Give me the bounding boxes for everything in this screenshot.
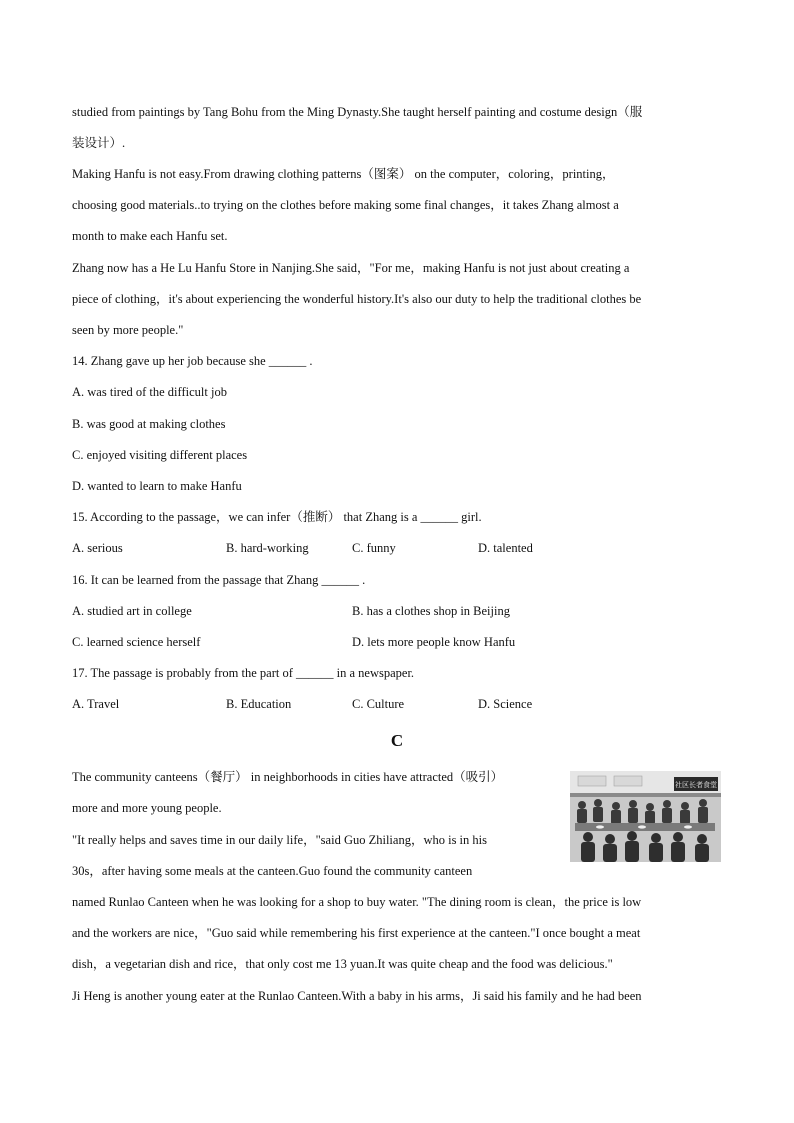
question-17-option-c: C. Culture bbox=[352, 697, 405, 711]
question-14-option-c: C. enjoyed visiting different places bbox=[72, 448, 248, 462]
question-16-option-c: C. learned science herself bbox=[72, 635, 201, 649]
svg-text:社区长者食堂: 社区长者食堂 bbox=[675, 781, 717, 789]
passage-line: Ji Heng is another young eater at the Runlao Canteen.With a baby in his arms，Ji said his family and he had been bbox=[72, 989, 642, 1003]
question-14-option-a: A. was tired of the difficult job bbox=[72, 385, 227, 399]
passage-line: dish，a vegetarian dish and rice，that only cost me 13 yuan.It was quite cheap and the food was delicious." bbox=[72, 957, 613, 971]
passage-line: "It really helps and saves time in our daily life，"said Guo Zhiliang，who is in his bbox=[72, 833, 487, 847]
question-14-option-d: D. wanted to learn to make Hanfu bbox=[72, 479, 242, 493]
passage-line: Zhang now has a He Lu Hanfu Store in Nanjing.She said，"For me，making Hanfu is not just about creating a bbox=[72, 261, 630, 275]
passage-line: Making Hanfu is not easy.From drawing clothing patterns（图案） on the computer，coloring，printing， bbox=[72, 167, 615, 181]
question-16-option-a: A. studied art in college bbox=[72, 604, 192, 618]
passage-line: 装设计）. bbox=[72, 136, 126, 150]
question-15-stem: 15. According to the passage，we can infer（推断） that Zhang is a ______ girl. bbox=[72, 510, 482, 524]
question-16-option-b: B. has a clothes shop in Beijing bbox=[352, 604, 510, 618]
passage-line: studied from paintings by Tang Bohu from the Ming Dynasty.She taught herself painting and costume design（服 bbox=[72, 105, 643, 119]
question-17-option-d: D. Science bbox=[478, 697, 533, 711]
question-16-stem: 16. It can be learned from the passage that Zhang ______ . bbox=[72, 573, 366, 587]
passage-line: and the workers are nice，"Guo said while remembering his first experience at the canteen."I once bought a meat bbox=[72, 926, 641, 940]
passage-line: more and more young people. bbox=[72, 801, 222, 815]
canteen-photo bbox=[570, 771, 721, 862]
passage-line: choosing good materials..to trying on the clothes before making some final changes，it takes Zhang almost a bbox=[72, 198, 619, 212]
passage-line: The community canteens（餐厅） in neighborhoods in cities have attracted（吸引） bbox=[72, 770, 504, 784]
question-17-stem: 17. The passage is probably from the part of ______ in a newspaper. bbox=[72, 666, 415, 680]
question-14-stem: 14. Zhang gave up her job because she ______ . bbox=[72, 354, 313, 368]
question-15-option-b: B. hard-working bbox=[226, 541, 309, 555]
question-17-option-b: B. Education bbox=[226, 697, 292, 711]
passage-line: named Runlao Canteen when he was looking for a shop to buy water. "The dining room is clean，the price is low bbox=[72, 895, 642, 909]
question-17-option-a: A. Travel bbox=[72, 697, 120, 711]
passage-line: month to make each Hanfu set. bbox=[72, 229, 228, 243]
question-16-option-d: D. lets more people know Hanfu bbox=[352, 635, 516, 649]
passage-line: seen by more people." bbox=[72, 323, 184, 337]
question-15-option-c: C. funny bbox=[352, 541, 396, 555]
question-15-option-a: A. serious bbox=[72, 541, 123, 555]
passage-line: 30s，after having some meals at the canteen.Guo found the community canteen bbox=[72, 864, 473, 878]
question-15-option-d: D. talented bbox=[478, 541, 533, 555]
question-14-option-b: B. was good at making clothes bbox=[72, 417, 226, 431]
section-c-heading: C bbox=[390, 731, 404, 750]
passage-line: piece of clothing，it's about experiencing the wonderful history.It's also our duty to help the traditional clothes be bbox=[72, 292, 642, 306]
